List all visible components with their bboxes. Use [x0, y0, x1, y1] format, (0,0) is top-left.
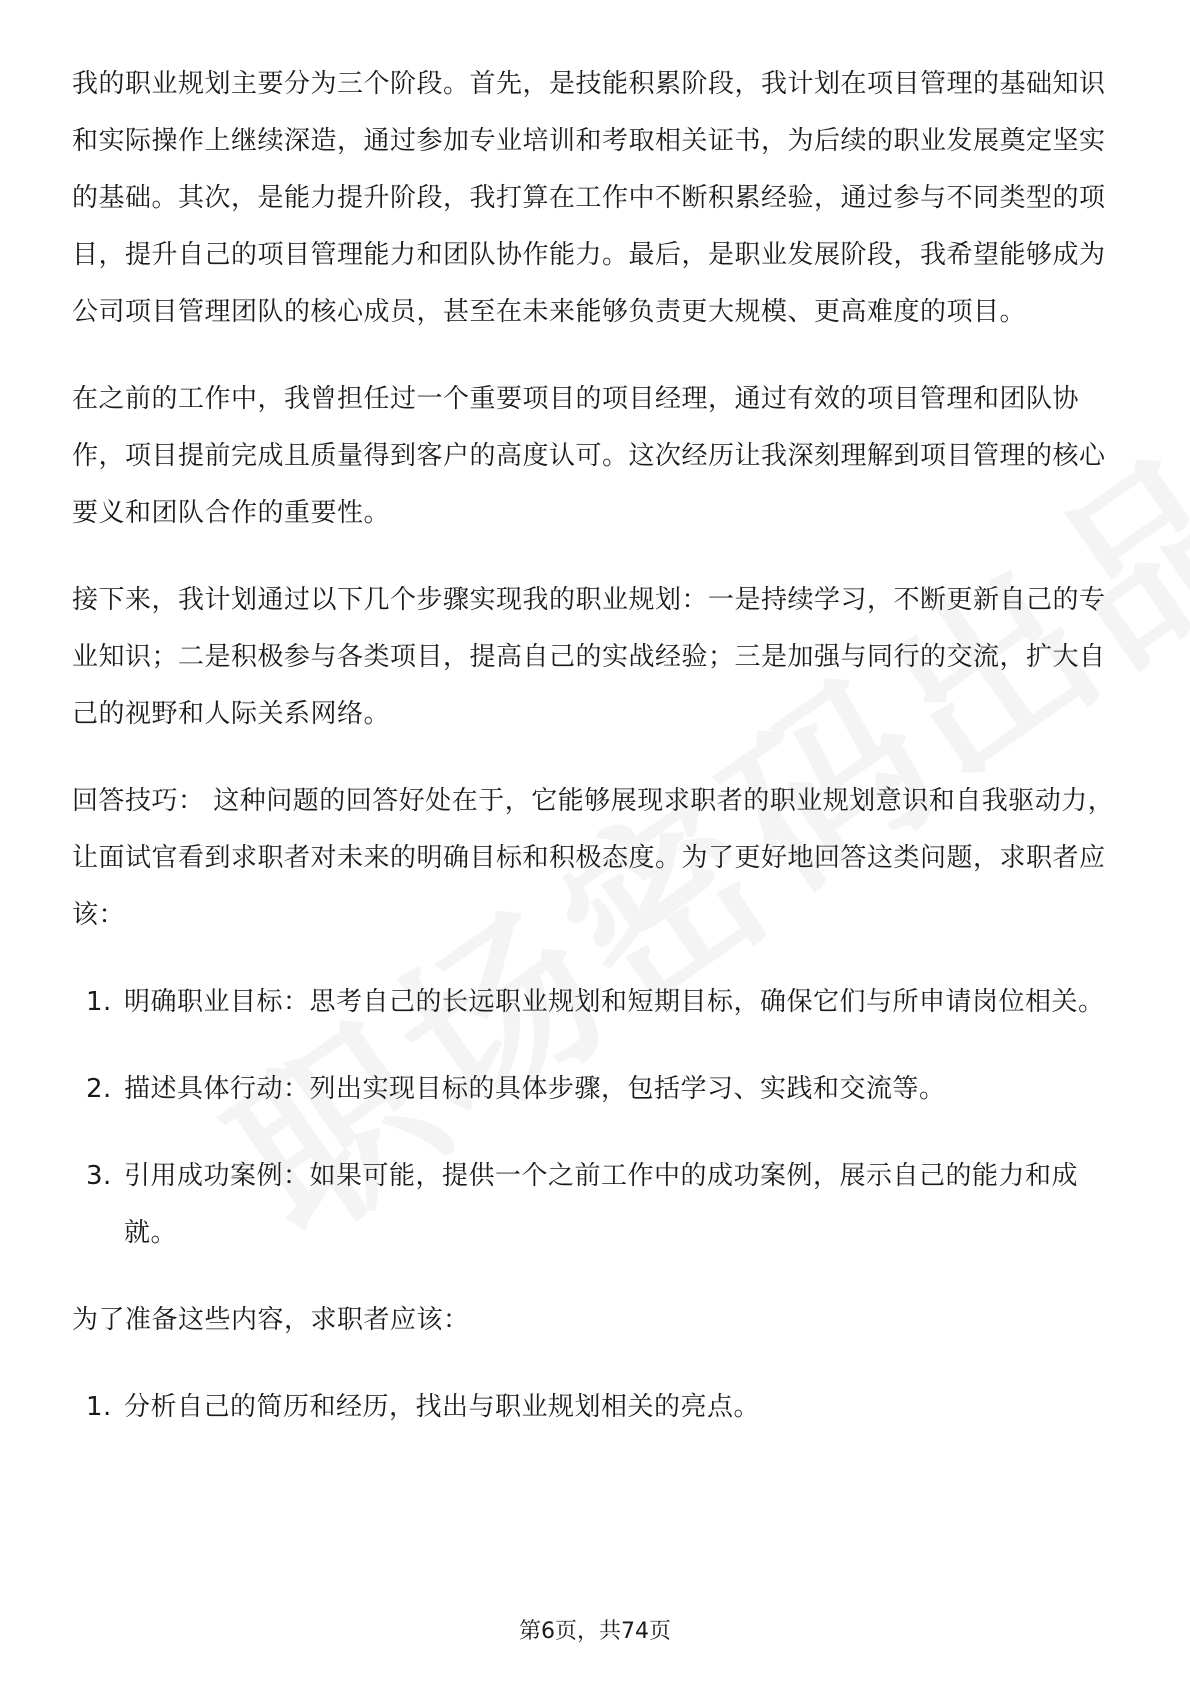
- paragraph-next-steps: 接下来，我计划通过以下几个步骤实现我的职业规划：一是持续学习，不断更新自己的专业知识；二是积极参与各类项目，提高自己的实战经验；三是加强与同行的交流，扩大自己的视野和人际关系网络。: [72, 585, 1106, 729]
- list-item: [72, 1061, 1118, 1118]
- list-item: [72, 1148, 1118, 1262]
- paragraph-past-experience: 在之前的工作中，我曾担任过一个重要项目的项目经理，通过有效的项目管理和团队协作，项目提前完成且质量得到客户的高度认可。这次经历让我深刻理解到项目管理的核心要义和团队合作的重要性。: [72, 384, 1106, 528]
- preparation-list: [72, 1379, 1118, 1436]
- list-item-text: 引用成功案例：如果可能，提供一个之前工作中的成功案例，展示自己的能力和成就。: [124, 1161, 1079, 1248]
- page-content: [72, 56, 1118, 1466]
- page-number-footer: 第6页，共74页: [519, 1619, 671, 1644]
- list-item-number: 2.: [86, 1074, 112, 1104]
- paragraph-career-plan: 我的职业规划主要分为三个阶段。首先，是技能积累阶段，我计划在项目管理的基础知识和实际操作上继续深造，通过参加专业培训和考取相关证书，为后续的职业发展奠定坚实的基础。其次，是能力提升阶段，我打算在工作中不断积累经验，通过参与不同类型的项目，提升自己的项目管理能力和团队协作能力。最后，是职业发展阶段，我希望能够成为公司项目管理团队的核心成员，甚至在未来能够负责更大规模、更高难度的项目。: [72, 69, 1106, 327]
- list-item-number: 1.: [86, 1392, 112, 1422]
- list-item-number: 1.: [86, 987, 112, 1017]
- list-item: [72, 1379, 1118, 1436]
- list-item-text: 明确职业目标：思考自己的长远职业规划和短期目标，确保它们与所申请岗位相关。: [124, 987, 1105, 1017]
- paragraph-answer-tips: 回答技巧： 这种问题的回答好处在于，它能够展现求职者的职业规划意识和自我驱动力，让面试官看到求职者对未来的明确目标和积极态度。为了更好地回答这类问题，求职者应该：: [72, 786, 1115, 930]
- paragraph-preparation: 为了准备这些内容，求职者应该：: [72, 1305, 470, 1335]
- list-item-text: 描述具体行动：列出实现目标的具体步骤，包括学习、实践和交流等。: [124, 1074, 946, 1104]
- list-item: [72, 974, 1118, 1031]
- tips-list: [72, 974, 1118, 1262]
- list-item-text: 分析自己的简历和经历，找出与职业规划相关的亮点。: [124, 1392, 761, 1422]
- list-item-number: 3.: [86, 1161, 112, 1191]
